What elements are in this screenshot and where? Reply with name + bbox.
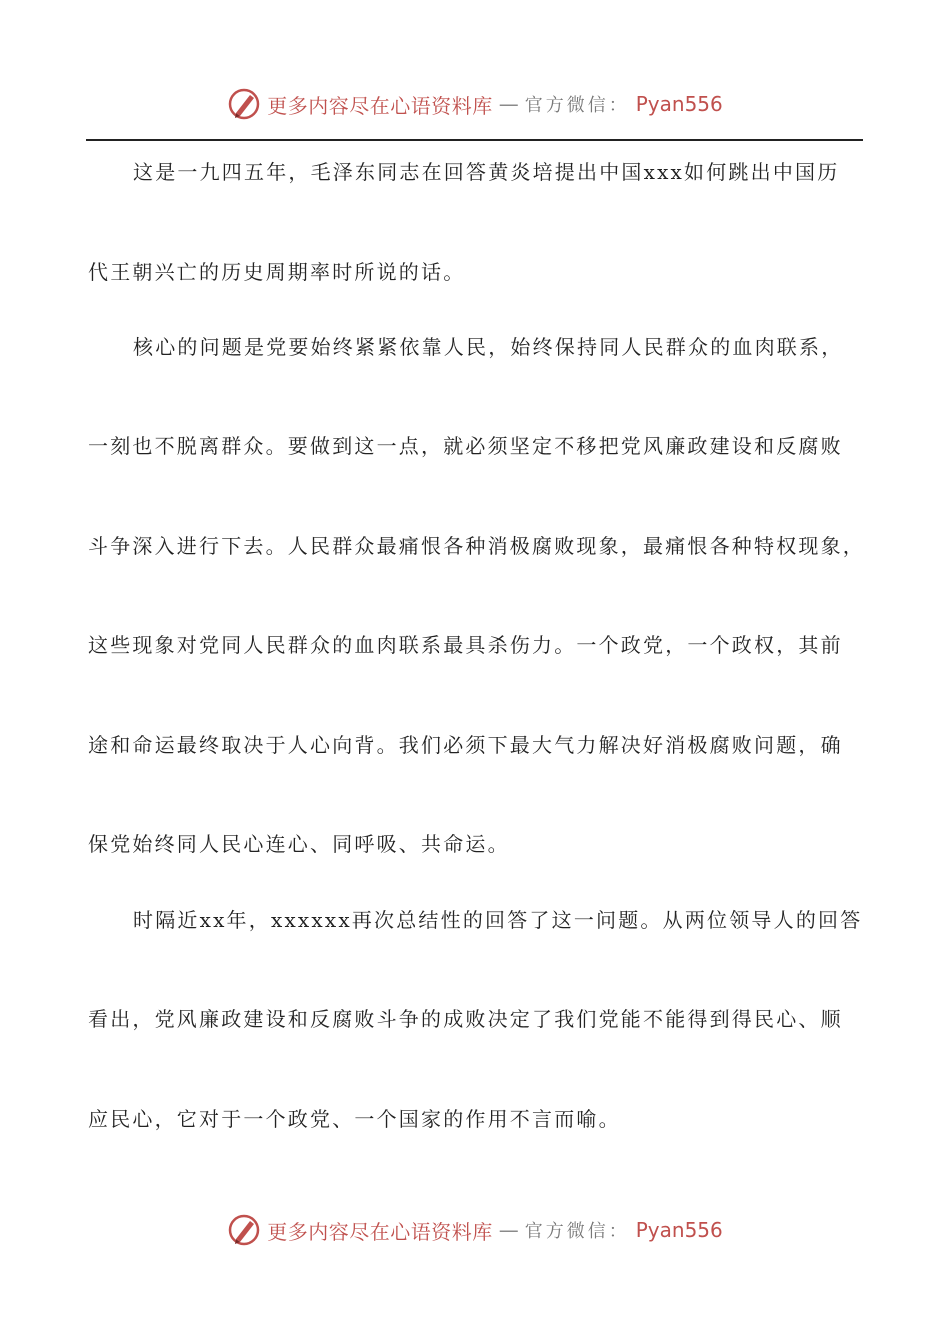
- footer-dash: —: [498, 1218, 519, 1242]
- pen-logo-icon: [227, 87, 261, 121]
- body-line-4: 一刻也不脱离群众。要做到这一点，就必须坚定不移把党风廉政建设和反腐败: [88, 434, 843, 458]
- body-line-2: 代王朝兴亡的历史周期率时所说的话。: [88, 260, 466, 284]
- footer-brand-text: 更多内容尽在心语资料库: [267, 1219, 493, 1244]
- footer-official-label: 官方微信：: [524, 1221, 630, 1242]
- header-banner: [0, 84, 950, 124]
- body-line-3: 核心的问题是党要始终紧紧依靠人民，始终保持同人民群众的血肉联系，: [133, 335, 844, 359]
- body-line-10: 看出，党风廉政建设和反腐败斗争的成败决定了我们党能不能得到得民心、顺: [88, 1007, 843, 1031]
- body-line-1: 这是一九四五年，毛泽东同志在回答黄炎培提出中国xxx如何跳出中国历: [133, 160, 840, 184]
- header-wechat-id: Pyan556: [635, 92, 723, 116]
- footer-banner: [0, 1210, 950, 1250]
- header-dash: —: [498, 92, 519, 116]
- pen-logo-icon: [227, 1213, 261, 1247]
- body-line-6: 这些现象对党同人民群众的血肉联系最具杀伤力。一个政党，一个政权，其前: [88, 633, 843, 657]
- header-official-label: 官方微信：: [524, 95, 630, 116]
- header-divider: [86, 139, 863, 141]
- footer-wechat-id: Pyan556: [635, 1218, 723, 1242]
- body-line-11: 应民心，它对于一个政党、一个国家的作用不言而喻。: [88, 1107, 621, 1131]
- body-line-8: 保党始终同人民心连心、同呼吸、共命运。: [88, 832, 510, 856]
- body-line-5: 斗争深入进行下去。人民群众最痛恨各种消极腐败现象，最痛恨各种特权现象，: [88, 534, 865, 558]
- body-line-7: 途和命运最终取决于人心向背。我们必须下最大气力解决好消极腐败问题，确: [88, 733, 843, 757]
- body-line-9: 时隔近xx年，xxxxxx再次总结性的回答了这一问题。从两位领导人的回答: [133, 908, 863, 932]
- header-brand-text: 更多内容尽在心语资料库: [267, 93, 493, 118]
